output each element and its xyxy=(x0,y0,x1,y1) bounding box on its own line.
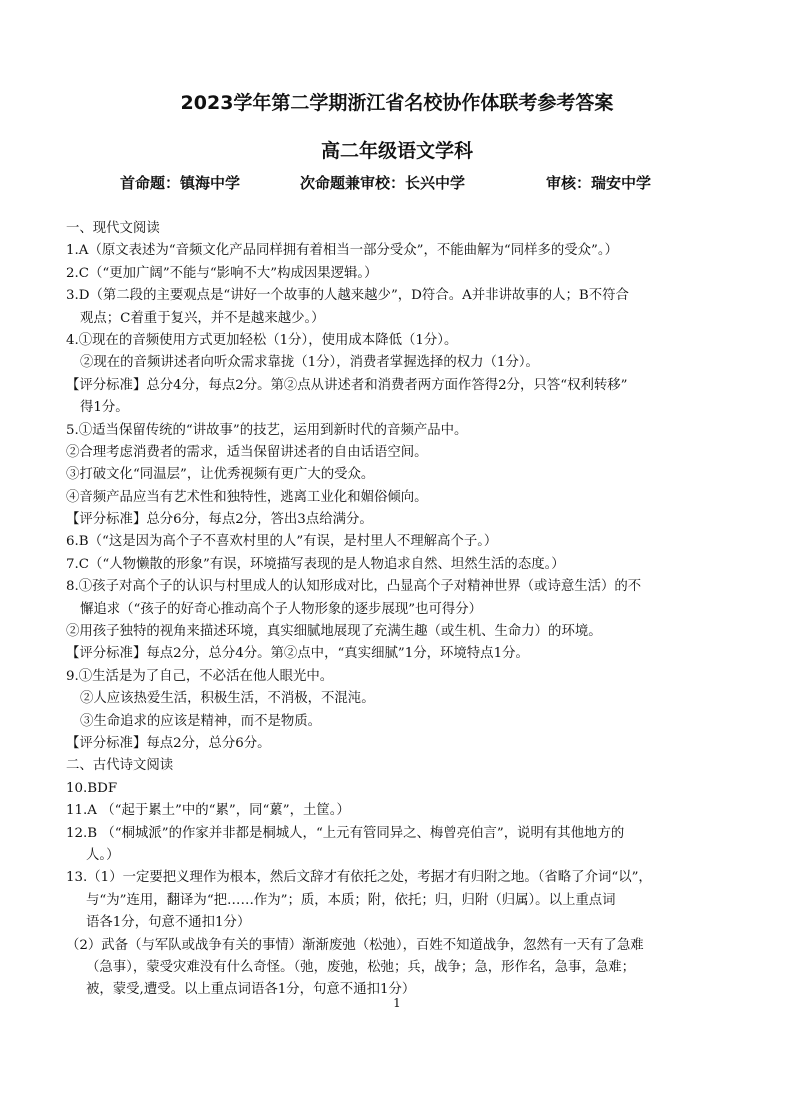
credit-first-setter: 首命题：镇海中学 xyxy=(120,174,241,192)
scoring-line: 得1分。 xyxy=(80,400,129,416)
document-subtitle: 高二年级语文学科 xyxy=(320,140,473,162)
answer-line: 语各1分，句意不通扣1分） xyxy=(86,915,251,931)
scoring-line: 【评分标准】每点2分，总分6分。 xyxy=(66,735,271,751)
answer-line: 被，蒙受,遭受。以上重点词语各1分，句意不通扣1分） xyxy=(86,982,416,998)
answer-line: 1.A（原文表述为“音频文化产品同样拥有着相当一部分受众”，不能曲解为“同样多的受众”。） xyxy=(66,243,618,259)
credit-second-setter: 次命题兼审校：长兴中学 xyxy=(300,174,466,192)
answer-line: （2）武备（与军队或战争有关的事情）渐渐废弛（松弛），百姓不知道战争，忽然有一天有了急难 xyxy=(66,937,644,953)
answer-line: ②用孩子独特的视角来描述环境，真实细腻地展现了充满生趣（或生机、生命力）的环境。 xyxy=(66,624,602,640)
answer-line: 观点；C着重于复兴，并不是越来越少。） xyxy=(80,310,325,326)
section-heading-classical: 二、古代诗文阅读 xyxy=(66,758,174,774)
answer-line: ③生命追求的应该是精神，而不是物质。 xyxy=(80,713,322,729)
answer-line: 8.①孩子对高个子的认识与村里成人的认知形成对比，凸显高个子对精神世界（或诗意生活）的不 xyxy=(66,579,642,595)
answer-line: 4.①现在的音频使用方式更加轻松（1分），使用成本降低（1分）。 xyxy=(66,332,458,348)
answer-line: 13.（1）一定要把义理作为根本，然后文辞才有依托之处，考据才有归附之地。（省略了介词“以”， xyxy=(66,870,652,886)
document-title: 2023学年第二学期浙江省名校协作体联考参考答案 xyxy=(180,92,614,114)
section-heading-modern: 一、现代文阅读 xyxy=(66,221,160,236)
answer-line: 懈追求（“孩子的好奇心推动高个子人物形象的逐步展现”也可得分） xyxy=(80,601,483,617)
answer-line: 11.A （“起于累土”中的“累”，同“蔂”，土筐。） xyxy=(66,803,350,819)
answer-line: ②人应该热爱生活，积极生活，不消极，不混沌。 xyxy=(80,691,375,707)
scoring-line: 【评分标准】总分4分，每点2分。第②点从讲述者和消费者两方面作答得2分，只答“权利转移” xyxy=(66,377,628,393)
answer-line: 6.B（“这是因为高个子不喜欢村里的人”有误，是村里人不理解高个子。） xyxy=(66,534,498,550)
page-number: 1 xyxy=(393,996,401,1010)
scoring-line: 【评分标准】总分6分，每点2分，答出3点给满分。 xyxy=(66,512,373,528)
scoring-line: 【评分标准】每点2分，总分4分。第②点中，“真实细腻”1分，环境特点1分。 xyxy=(66,646,529,662)
answer-line: 12.B （“桐城派”的作家并非都是桐城人，“上元有管同异之、梅曾亮伯言”，说明有其他地方的 xyxy=(66,825,625,841)
answer-line: 9.①生活是为了自己，不必活在他人眼光中。 xyxy=(66,668,334,684)
answer-line: （急事），蒙受灾难没有什么奇怪。（弛，废弛，松弛；兵，战争；急，形作名，急事，急难； xyxy=(86,959,636,975)
answer-line: 7.C（“人物懒散的形象”有误，环境描写表现的是人物追求自然、坦然生活的态度。） xyxy=(66,556,565,572)
answer-line: ④音频产品应当有艺术性和独特性，逃离工业化和媚俗倾向。 xyxy=(66,489,428,505)
answer-body xyxy=(66,218,746,1002)
answer-line: 10.BDF xyxy=(66,780,118,796)
answer-line: ②现在的音频讲述者向听众需求靠拢（1分），消费者掌握选择的权力（1分）。 xyxy=(80,355,539,371)
answer-line: 3.D（第二段的主要观点是“讲好一个故事的人越来越少”，D符合。A并非讲故事的人；B不符合 xyxy=(66,288,629,304)
answer-line: ③打破文化“同温层”，让优秀视频有更广大的受众。 xyxy=(66,467,375,483)
answer-line: 5.①适当保留传统的“讲故事”的技艺，运用到新时代的音频产品中。 xyxy=(66,422,468,438)
answer-line: ②合理考虑消费者的需求，适当保留讲述者的自由话语空间。 xyxy=(66,444,428,460)
answer-line: 与“为”连用，翻译为“把……作为”；质，本质；附，依托；归，归附（归属）。以上重点词 xyxy=(86,892,616,908)
credit-reviewer: 审核：瑞安中学 xyxy=(546,174,652,192)
answer-line: 2.C（“更加广阔”不能与“影响不大”构成因果逻辑。） xyxy=(66,265,378,281)
answer-line: 人。） xyxy=(86,847,120,863)
